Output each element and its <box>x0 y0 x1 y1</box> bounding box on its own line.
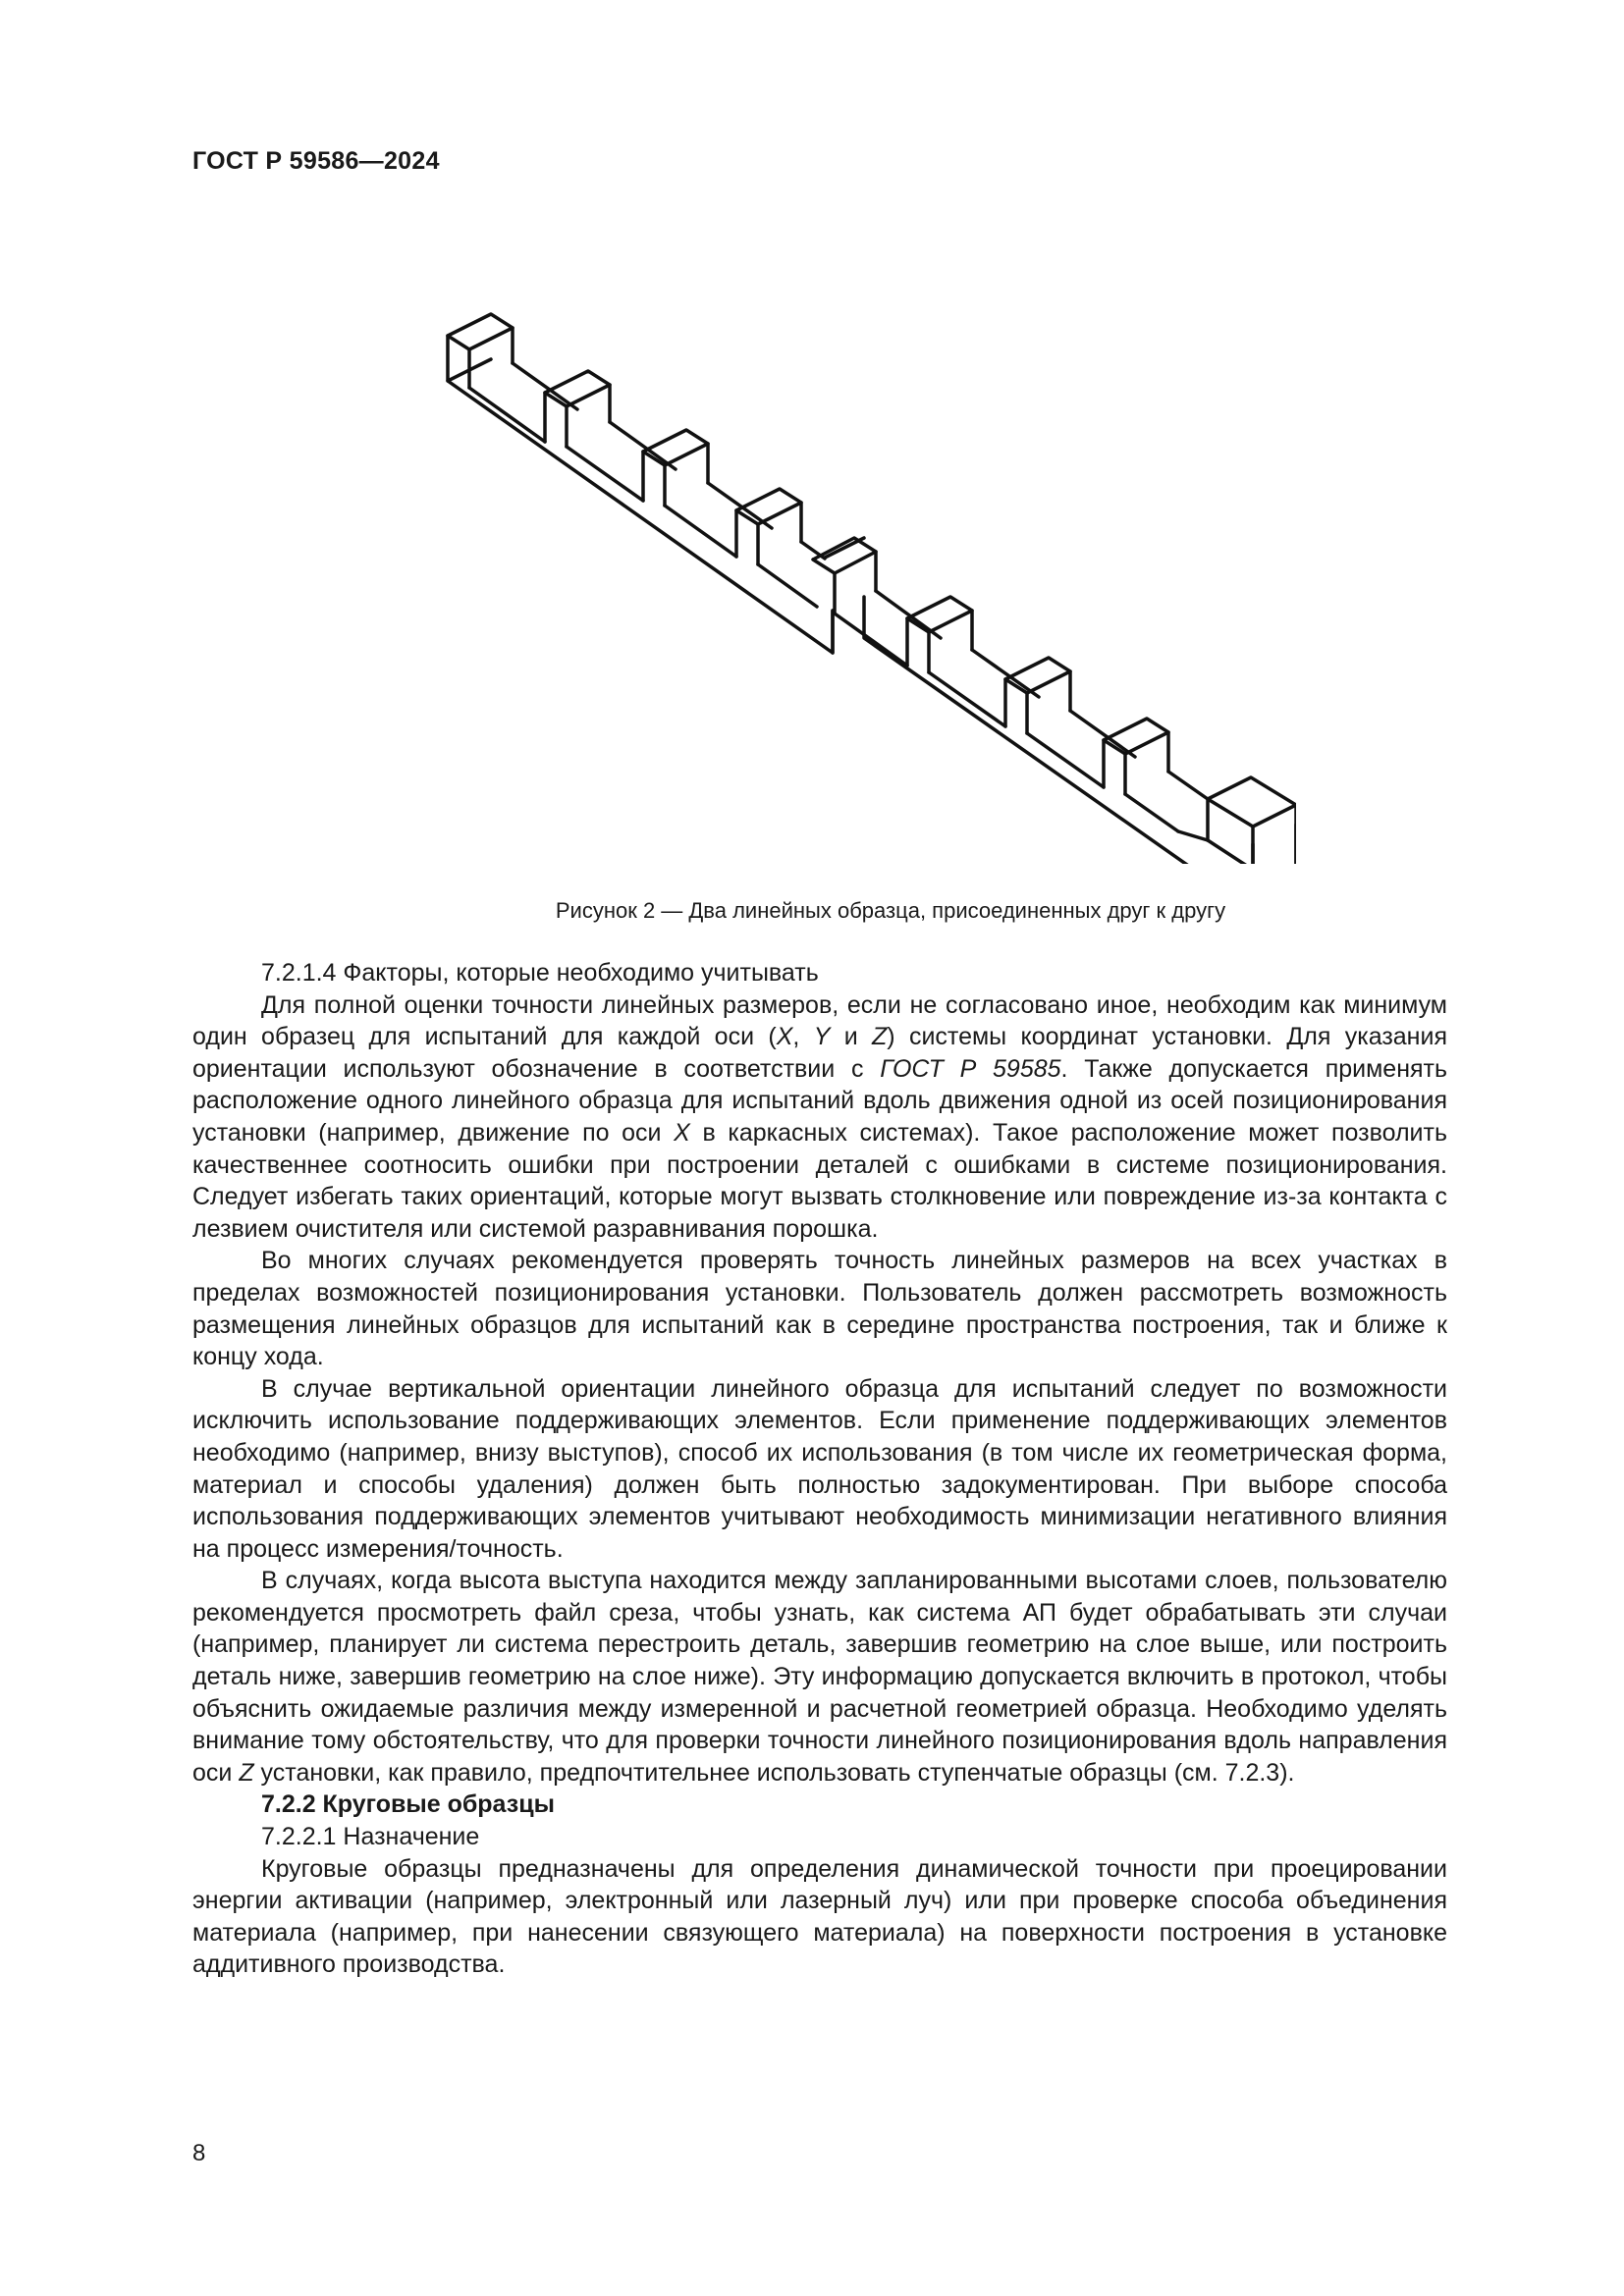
paragraph-2: Во многих случаях рекомендуется проверять точность линейных размеров на всех участках в пределах возможностей позиционирования установки. Пользователь должен рассмотреть возможность размещения линейных образцов для испытаний как в середине пространства построения, так и ближе к концу хода. <box>192 1247 1447 1371</box>
standard-reference: ГОСТ Р 59585 <box>880 1054 1061 1083</box>
paragraph-1: Для полной оценки точности линейных размеров, если не согласовано иное, необходим как минимум один образец для испытаний для каждой оси (X, Y и Z) системы координат установки. Для указания ориентации используют обозначение в соответствии с ГОСТ Р 59585. Также допускается применять расположение одного линейного образца для испытаний вдоль движения одной из осей позиционирования установки (например, движение по оси X в каркасных системах). Такое расположение может позволить качественнее соотносить ошибки при построении деталей с ошибками в системе позиционирования. Следует избегать таких ориентаций, которые могут вызвать столкновение или повреждение из-за контакта с лезвием очистителя или системой разравнивания порошка. <box>192 990 1448 1243</box>
paragraph-4: В случаях, когда высота выступа находится между запланированными высотами слоев, пользователю рекомендуется просмотреть файл среза, чтобы узнать, как система АП будет обрабатывать эти случаи (например, планирует ли система перестроить деталь, завершив геометрию на слое выше, или построить деталь ниже, завершив геометрию на слое ниже). Эту информацию допускается включить в протокол, чтобы объяснить ожидаемые различия между измеренной и расчетной геометрией образца. Необходимо уделять внимание тому обстоятельству, что для проверки точности линейного позиционирования вдоль направления оси Z установки, как правило, предпочтительнее использовать ступенчатые образцы (см. 7.2.3). <box>192 1567 1447 1787</box>
body-text <box>192 957 1447 1981</box>
isometric-drawing <box>432 294 1296 864</box>
section-7-2-2-title: 7.2.2 Круговые образцы <box>261 1790 555 1819</box>
document-header: ГОСТ Р 59586—2024 <box>192 147 440 175</box>
figure-caption: Рисунок 2 — Два линейных образца, присоединенных друг к другу <box>555 898 1226 923</box>
paragraph-5: Круговые образцы предназначены для определения динамической точности при проецировании энергии активации (например, электронный или лазерный луч) или при проверке способа объединения материала (например, при нанесении связующего материала) на поверхности построения в установке аддитивного производства. <box>192 1854 1447 1979</box>
paragraph-3: В случае вертикальной ориентации линейного образца для испытаний следует по возможности исключить использование поддерживающих элементов. Если применение поддерживающих элементов необходимо (например, внизу выступов), способ их использования (в том числе их геометрическая форма, материал и способы удаления) должен быть полностью задокументирован. При выборе способа использования поддерживающих элементов учитывают необходимость минимизации негативного влияния на процесс измерения/точность. <box>192 1374 1447 1563</box>
page-number: 8 <box>192 2140 206 2166</box>
figure-linear-specimens <box>432 294 1296 864</box>
section-7-2-2-1-title: 7.2.2.1 Назначение <box>261 1823 480 1851</box>
section-7-2-1-4-title: 7.2.1.4 Факторы, которые необходимо учитывать <box>261 959 819 987</box>
